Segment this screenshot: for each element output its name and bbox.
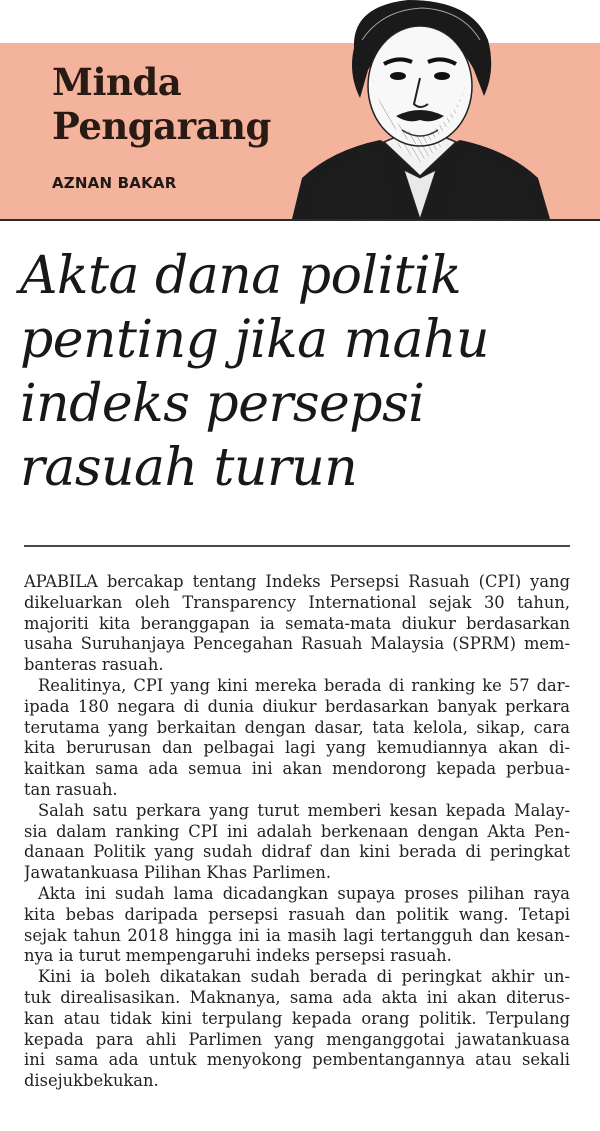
body-text-line: tan rasuah. xyxy=(24,779,118,799)
body-text-line: banteras rasuah. xyxy=(24,655,164,675)
body-text-line: kita berurusan dan pelbagai lagi yang kemudiannya akan di- xyxy=(24,738,570,758)
body-text-line: kaitkan sama ada semua ini akan mendorong kepada perbua- xyxy=(24,759,570,779)
body-text-line: dikeluarkan oleh Transparency International sejak 30 tahun, xyxy=(24,592,570,612)
body-text-line: disejukbekukan. xyxy=(24,1071,159,1091)
headline-line: rasuah turun xyxy=(20,438,358,498)
body-text-line: Realitinya, CPI yang kini mereka berada di ranking ke 57 dar- xyxy=(38,675,570,695)
body-text-line: APABILA bercakap tentang Indeks Persepsi Rasuah (CPI) yang xyxy=(24,572,570,591)
body-text-line: ipada 180 negara di dunia diukur berdasarkan banyak perkara xyxy=(24,696,570,716)
headline-line: penting jika mahu xyxy=(20,310,489,370)
body-text-line: kan atau tidak kini terpulang kepada orang politik. Terpulang xyxy=(24,1008,570,1028)
body-text-line: tuk direalisasikan. Maknanya, sama ada akta ini akan diterus- xyxy=(24,987,570,1007)
body-text-line: usaha Suruhanjaya Pencegahan Rasuah Malaysia (SPRM) mem- xyxy=(24,634,570,654)
article-body xyxy=(24,572,570,1092)
body-text-line: danaan Politik yang sudah didraf dan kini berada di peringkat xyxy=(24,842,570,862)
column-title-line: Pengarang xyxy=(52,104,271,148)
article-headline xyxy=(20,244,590,500)
headline-line: indeks persepsi xyxy=(20,374,425,434)
body-text-line: majoriti kita beranggapan ia semata-mata diukur berdasarkan xyxy=(24,613,570,633)
author-portrait-illustration xyxy=(292,0,550,219)
headline-line: Akta dana politik xyxy=(20,246,462,306)
body-text-line: Kini ia boleh dikatakan sudah berada di peringkat akhir un- xyxy=(38,967,570,987)
body-text-line: sejak tahun 2018 hingga ini ia masih lagi tertangguh dan kesan- xyxy=(24,925,570,945)
body-text-line: sia dalam ranking CPI ini adalah berkenaan dengan Akta Pen- xyxy=(24,821,570,841)
body-text-line: Salah satu perkara yang turut memberi kesan kepada Malay- xyxy=(38,800,570,820)
body-text-line: nya ia turut mempengaruhi indeks persepsi rasuah. xyxy=(24,946,452,966)
banner-divider xyxy=(0,219,600,221)
column-title-line: Minda xyxy=(52,60,182,104)
body-text-line: ini sama ada untuk menyokong pembentangannya atau sekali xyxy=(24,1050,570,1070)
body-text-line: terutama yang berkaitan dengan dasar, tata kelola, sikap, cara xyxy=(24,717,570,737)
column-title xyxy=(52,60,271,148)
headline-divider xyxy=(24,545,570,547)
author-byline: AZNAN BAKAR xyxy=(52,174,177,192)
body-text-line: Jawatankuasa Pilihan Khas Parlimen. xyxy=(24,863,332,883)
body-text-line: Akta ini sudah lama dicadangkan supaya proses pilihan raya xyxy=(38,883,570,903)
body-text-line: kepada para ahli Parlimen yang menganggotai jawatankuasa xyxy=(24,1029,570,1049)
body-text-line: kita bebas daripada persepsi rasuah dan politik wang. Tetapi xyxy=(24,904,570,924)
